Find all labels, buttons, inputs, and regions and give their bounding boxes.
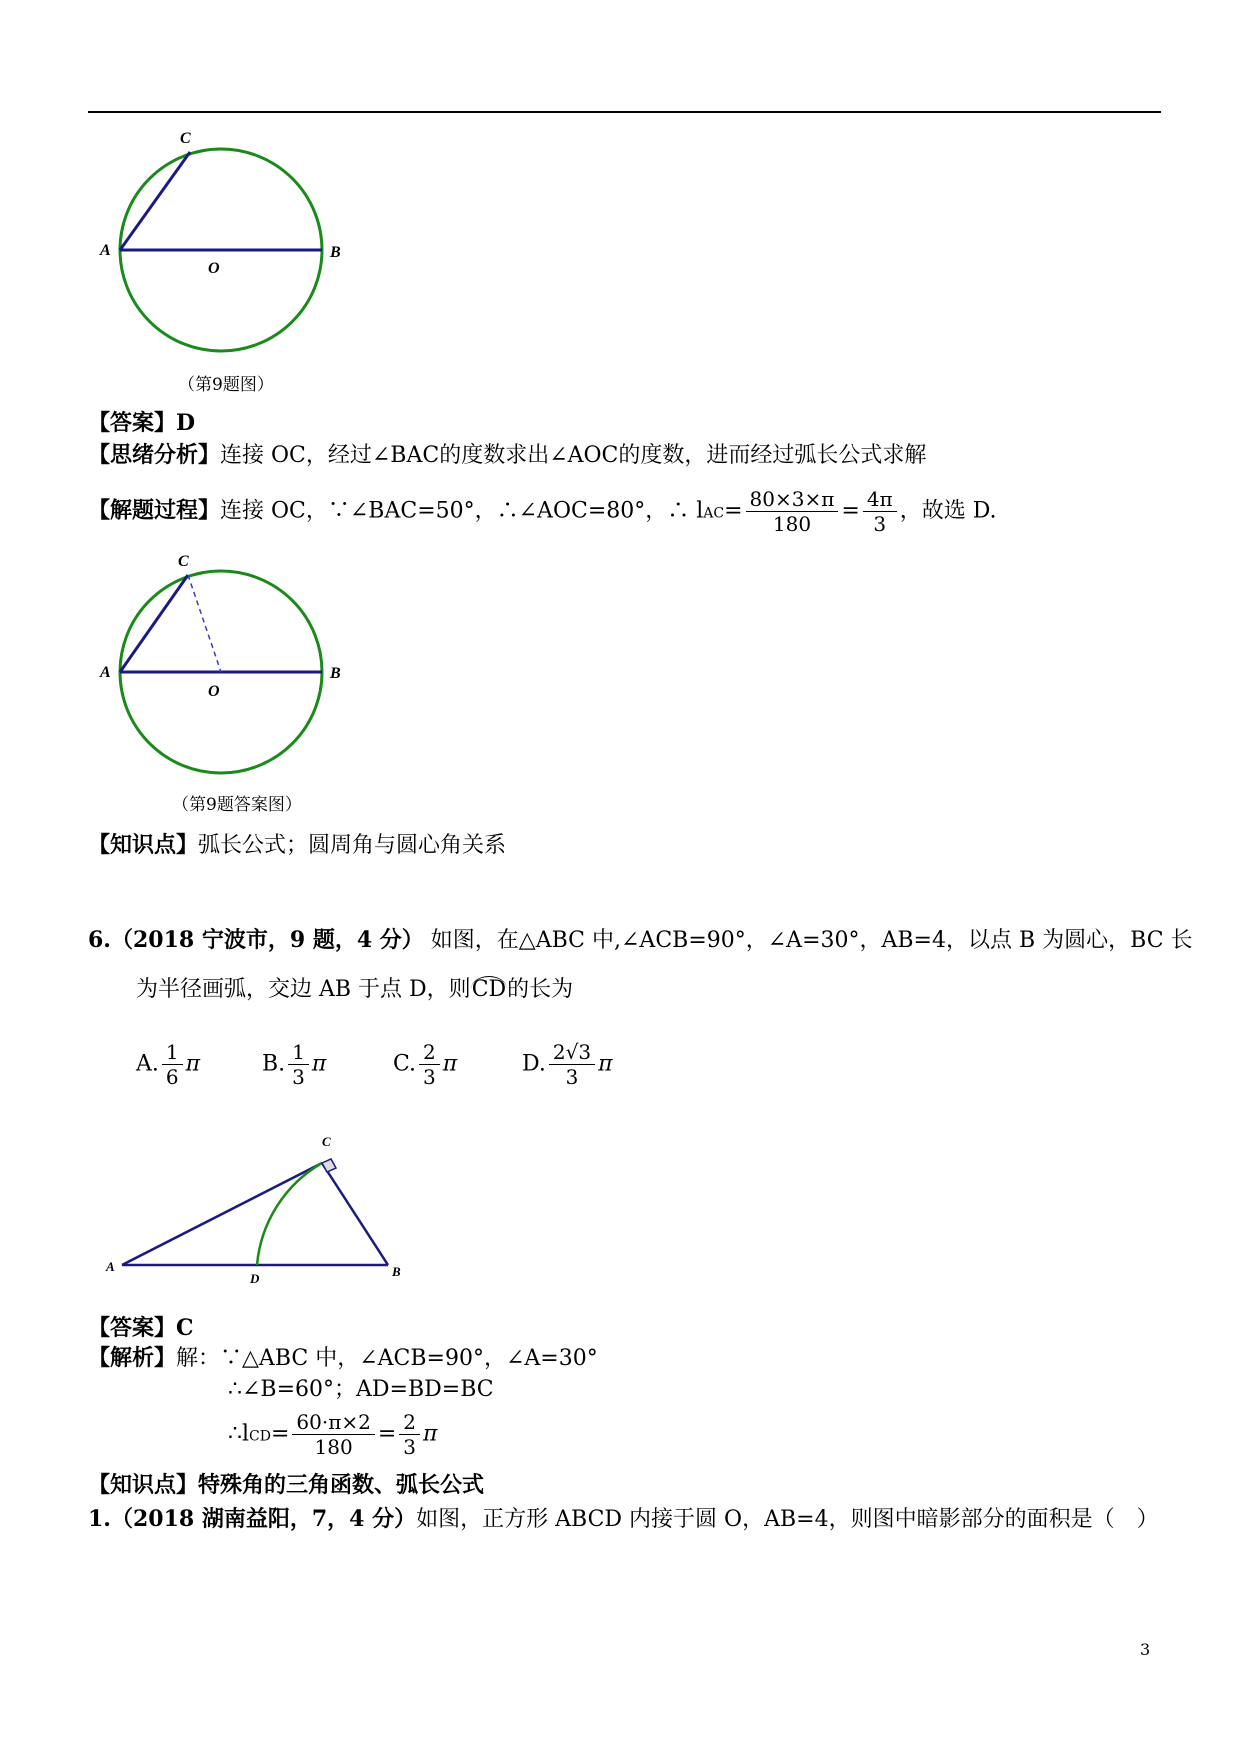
q6-stem-line2: 为半径画弧，交边 AB 于点 D，则CD的长为: [136, 977, 574, 1002]
q1-stem: 1.（2018 湖南益阳，7，4 分）如图，正方形 ABCD 内接于圆 O，AB=4，则图中暗影部分的面积是（ ）: [88, 1506, 1159, 1532]
q5-analysis: 【思绪分析】连接 OC，经过∠BAC的度数求出∠AOC的度数，进而经过弧长公式求解: [88, 442, 927, 468]
label-a: A: [100, 664, 111, 681]
label-b: B: [392, 1264, 401, 1279]
arc-cd: CD: [471, 977, 507, 1002]
label-b: B: [330, 244, 341, 261]
label-d: D: [250, 1271, 260, 1286]
label-c: C: [180, 130, 191, 147]
label-o: O: [208, 683, 220, 700]
label-c: C: [178, 553, 189, 570]
q6-option-c: C. $\frac{2}{3}$ π: [393, 1040, 458, 1089]
label-b: B: [330, 665, 341, 682]
page-number: 3: [1140, 1640, 1151, 1659]
figure-circle-1: [100, 125, 340, 375]
q6-solution-3: ∴lCD= $\frac{60\cdot\pi\times 2}{180}$ = $\frac{2}{3}$ π: [228, 1410, 438, 1459]
q6-option-a: A. $\frac{1}{6}$ π: [136, 1040, 201, 1089]
q6-solution-1: 【解析】解：∵△ABC 中，∠ACB=90°，∠A=30°: [88, 1345, 598, 1371]
figure-triangle: [100, 1130, 420, 1286]
q6-knowledge: 【知识点】特殊角的三角函数、弧长公式: [88, 1472, 485, 1498]
q5-process: 【解题过程】连接 OC，∵∠BAC=50°，∴∠AOC=80°，∴ lAC= $\frac{80\times 3\times\pi}{180}$ = $\frac{4\pi}{3}$ ，故选 D.: [88, 487, 997, 536]
figure-1-caption: （第9题图）: [178, 375, 274, 395]
label-a: A: [106, 1259, 115, 1274]
q6-option-d: D. $\frac{2√3}{3}$ π: [522, 1040, 613, 1089]
label-c: C: [322, 1134, 331, 1149]
figure-2-caption: （第9题答案图）: [172, 795, 302, 815]
q6-solution-2: ∴∠B=60°；AD=BD=BC: [228, 1377, 494, 1402]
q6-option-b: B. $\frac{1}{3}$ π: [262, 1040, 327, 1089]
header-rule: [88, 111, 1161, 113]
label-o: O: [208, 260, 220, 277]
label-a: A: [100, 242, 111, 259]
q6-answer: 【答案】C: [88, 1315, 194, 1341]
figure-circle-2: [100, 550, 340, 800]
q6-stem-line1: 6.（2018 宁波市，9 题，4 分） 如图，在△ABC 中,∠ACB=90°，∠A=30°，AB=4，以点 B 为圆心，BC 长: [88, 927, 1193, 953]
q5-knowledge: 【知识点】弧长公式；圆周角与圆心角关系: [88, 832, 507, 858]
q5-answer: 【答案】D: [88, 410, 196, 436]
